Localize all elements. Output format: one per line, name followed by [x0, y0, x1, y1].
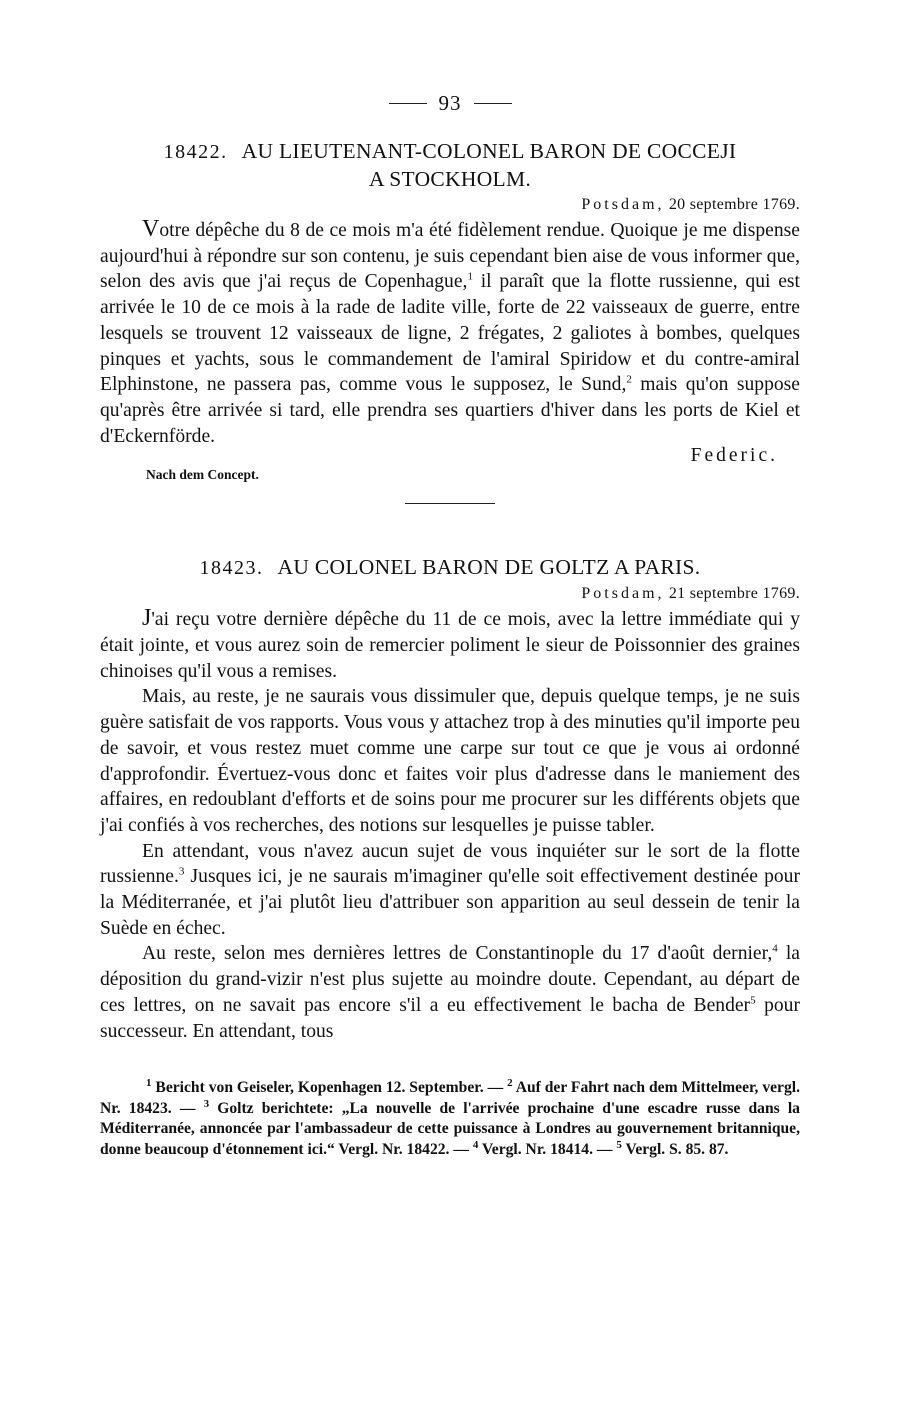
footnote-ref: 1 [467, 270, 473, 283]
document-page [100, 88, 800, 1161]
paragraph-text: otre dépêche du 8 de ce mois m'a été fidèlement rendue. Quoique je me dispense aujourd'hui à répondre sur son contenu, je suis cependant bien aise de vous informer que, selon des avis que j'ai reçus de Copenhague, [100, 220, 800, 293]
letter-number: 18423. [199, 557, 264, 580]
footnote-mark: 1 [146, 1077, 152, 1090]
letter-paragraph [100, 839, 800, 942]
letter-heading [100, 138, 800, 193]
footnote-ref: 2 [626, 373, 632, 386]
footnote-ref: 3 [178, 865, 185, 878]
footnote-text: Vergl. Nr. 18414. — [478, 1141, 617, 1159]
header-rule-right [474, 103, 512, 104]
letter-paragraph [100, 606, 800, 684]
letter-title-line2: A STOCKHOLM. [368, 167, 532, 191]
date-text: 20 septembre 1769. [668, 196, 800, 213]
letter-number: 18422. [163, 141, 228, 163]
page-number-header [100, 88, 800, 118]
footnote-mark: 5 [616, 1138, 622, 1151]
date-place: Potsdam, [581, 196, 665, 213]
letter-separator [405, 503, 495, 504]
footnote-ref: 5 [750, 994, 756, 1007]
date-place: Potsdam, [581, 585, 665, 603]
footnote-mark: 3 [203, 1097, 210, 1110]
letter-title-line1: AU COLONEL BARON DE GOLTZ A PARIS. [277, 555, 701, 580]
letter-paragraph [100, 684, 800, 838]
paragraph-text: Au reste, selon mes dernières lettres de Constantinople du 17 d'août dernier, [142, 943, 773, 965]
footnote-text: Auf der Fahrt nach dem Mittelmeer, vergl. Nr. 18423. — [100, 1079, 801, 1117]
letter-heading [100, 554, 800, 582]
footnotes [100, 1078, 800, 1160]
footnote-ref: 4 [772, 942, 778, 955]
signature: Federic. [690, 445, 778, 467]
paragraph-text: il paraît que la flotte russienne, qui est arrivée le 10 de ce mois à la rade de ladite ville, forte de 22 vaisseaux de guerre, entre lesquels se trouvent 12 vaisseaux de ligne, 2 frégates, 2 galiotes à bombes, quelques pinques et yachts, sous le commandement de l'amiral Spiridow et du contre-amiral Elphinstone, ne passera pas, comme vous le supposez, le Sund, [100, 271, 800, 396]
page-number: 93 [438, 90, 462, 115]
date-text: 21 septembre 1769. [668, 585, 800, 603]
letter-18422 [100, 138, 800, 504]
paragraph-text: Mais, au reste, je ne saurais vous dissimuler que, depuis quelque temps, je ne suis guère satisfait de vos rapports. Vous vous y attachez trop à des minuties qu'il importe peu de savoir, et vous restez muet comme une carpe sur tout ce que je vous ai ordonné d'approfondir. Évertuez-vous donc et faites voir plus d'adresse dans le maniement des affaires, en redoublant d'efforts et de soins pour me procurer sur les différents objets que j'ai confiés à vos recherches, des notions sur lesquelles je puisse tabler. [100, 686, 800, 836]
paragraph-text: Jusques ici, je ne saurais m'imaginer qu'elle soit effectivement destinée pour la Méditerranée, et j'ai plutôt lieu d'attribuer son apparition au seul dessein de tenir la Suède en échec. [100, 866, 800, 939]
letter-18423 [100, 554, 800, 1044]
paragraph-text: En attendant, vous n'avez aucun sujet de vous inquiéter sur le sort de la flotte russienne. [100, 840, 800, 888]
footnote-text: Vergl. S. 85. 87. [621, 1141, 729, 1159]
footnote-mark: 2 [507, 1077, 513, 1090]
letter-title-line1: AU LIEUTENANT-COLONEL BARON DE COCCEJI [241, 139, 737, 163]
header-rule-left [389, 103, 427, 104]
paragraph-text: mais qu'on suppose qu'après être arrivée si tard, elle prendra ses quartiers d'hiver dans les ports de Kiel et d'Eckernförde. [100, 374, 800, 447]
footnote-text: Goltz berichtete: „La nouvelle de l'arrivée prochaine d'une escadre russe dans la Méditerranée, annoncée par l'ambassadeur de cette puissance à Londres au gouvernement britannique, donne beaucoup d'étonnement ici.“ Vergl. Nr. 18422. — [100, 1099, 800, 1159]
letter-paragraph [100, 941, 800, 1044]
letter-date [100, 196, 800, 214]
footnote-mark: 4 [472, 1138, 479, 1151]
footnote-text: Bericht von Geiseler, Kopenhagen 12. September. — [151, 1079, 508, 1097]
letter-closing [100, 445, 800, 495]
letter-date [100, 585, 800, 603]
paragraph-text: 'ai reçu votre dernière dépêche du 11 de ce mois, avec la lettre immédiate qui y était jointe, et vous aurez soin de remercier poliment le sieur de Poissonnier des graines chinoises qu'il vous a remises. [100, 609, 800, 682]
letter-paragraph [100, 217, 800, 449]
initial-letter: J [142, 605, 152, 632]
paragraph-text: pour successeur. En attendant, tous [100, 994, 800, 1042]
initial-letter: V [142, 216, 160, 242]
source-note: Nach dem Concept. [146, 467, 259, 483]
paragraph-text: la déposition du grand-vizir n'est plus sujette au moindre doute. Cependant, au départ de ces lettres, on ne savait pas encore s'il a eu effectivement le bacha de Bender [100, 943, 800, 1016]
